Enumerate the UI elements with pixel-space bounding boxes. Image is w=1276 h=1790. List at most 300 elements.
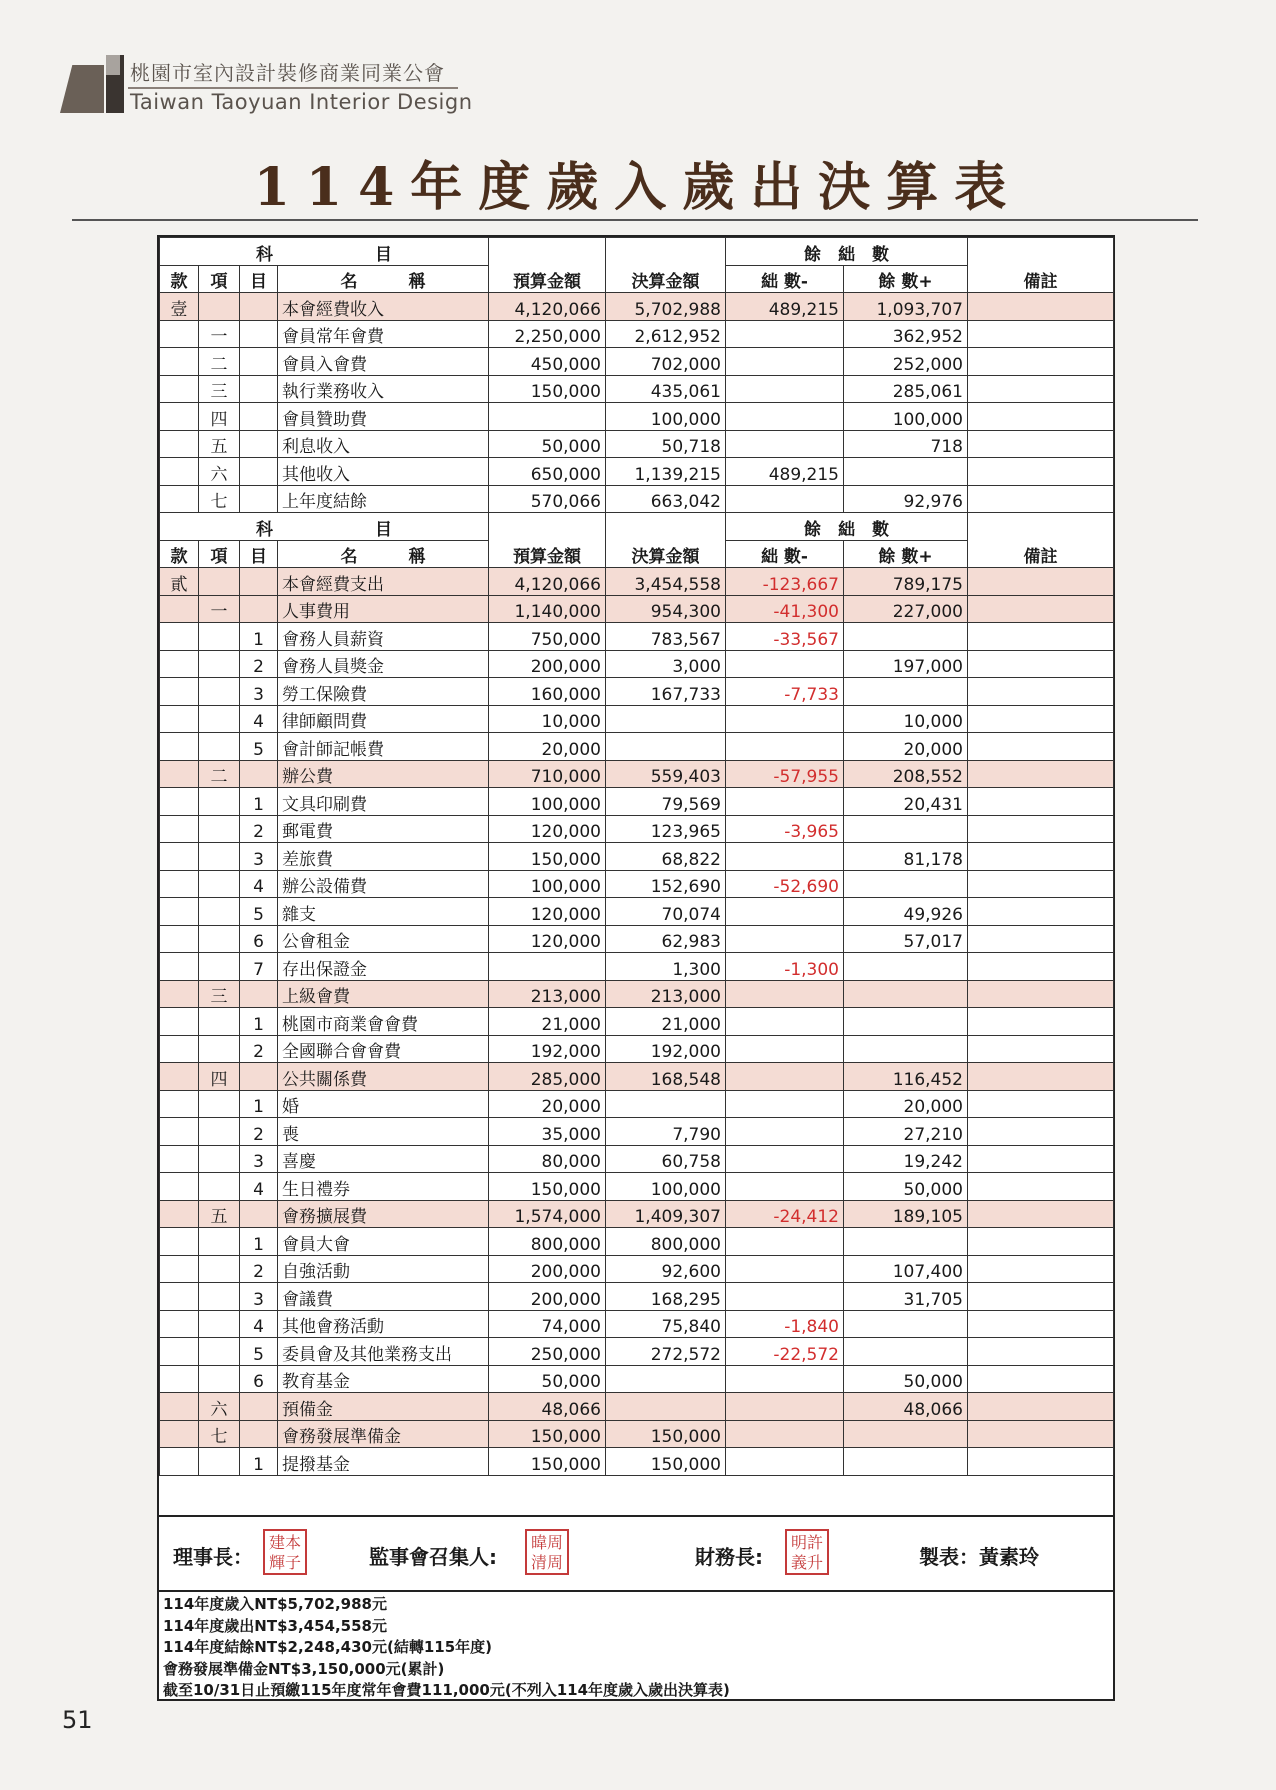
kuan-cell [160,815,199,843]
kuan-cell: 壹 [160,293,199,321]
final-cell: 60,758 [606,1145,726,1173]
budget-cell: 150,000 [489,1448,606,1476]
deficit-cell: -3,965 [726,815,844,843]
deficit-cell [726,1365,844,1393]
mu-cell [240,1200,278,1228]
kuan-cell [160,1283,199,1311]
deficit-cell [726,980,844,1008]
mu-cell: 4 [240,1310,278,1338]
remark-cell [968,458,1114,486]
name-cell: 會務發展準備金 [278,1420,489,1448]
table-row [160,1228,1114,1256]
deficit-cell [726,925,844,953]
kuan-cell [160,623,199,651]
surplus-cell: 20,431 [844,788,968,816]
surplus-cell [844,1420,968,1448]
table-row [160,953,1114,981]
kuan-cell [160,1008,199,1036]
org-divider [128,87,458,89]
xiang-cell [199,1228,240,1256]
kuan-cell [160,733,199,761]
xiang-cell: 三 [199,980,240,1008]
xiang-cell [199,293,240,321]
budget-cell: 4,120,066 [489,568,606,596]
remark-cell [968,980,1114,1008]
surplus-cell [844,1228,968,1256]
surplus-cell: 1,093,707 [844,293,968,321]
table-row [160,898,1114,926]
surplus-cell: 227,000 [844,595,968,623]
kuan-cell [160,1090,199,1118]
budget-cell: 570,066 [489,485,606,513]
mu-cell [240,485,278,513]
table-row [160,1255,1114,1283]
remark-cell [968,485,1114,513]
mu-cell: 1 [240,1090,278,1118]
surplus-cell: 31,705 [844,1283,968,1311]
kuan-cell [160,1365,199,1393]
surplus-cell [844,870,968,898]
surplus-header: 餘 數+ [844,540,968,568]
table-row [160,733,1114,761]
xiang-cell [199,1365,240,1393]
org-name-zh: 桃園市室內設計裝修商業同業公會 [130,61,445,85]
remark-cell [968,760,1114,788]
deficit-cell [726,898,844,926]
xiang-cell [199,623,240,651]
table-row [160,705,1114,733]
budget-cell: 150,000 [489,375,606,403]
mu-cell [240,760,278,788]
xiang-cell: 四 [199,1063,240,1091]
kuan-cell [160,1448,199,1476]
final-cell: 75,840 [606,1310,726,1338]
deficit-cell [726,1145,844,1173]
kuan-cell [160,1063,199,1091]
kuan-cell [160,650,199,678]
table-row [160,1310,1114,1338]
table-row [160,788,1114,816]
mu-cell: 4 [240,870,278,898]
summary-notes [163,1594,730,1702]
table-row [160,568,1114,596]
xiang-cell [199,925,240,953]
final-cell: 100,000 [606,403,726,431]
deficit-cell [726,1255,844,1283]
name-cell: 會務擴展費 [278,1200,489,1228]
name-cell: 生日禮券 [278,1173,489,1201]
mu-cell: 2 [240,650,278,678]
table-row [160,760,1114,788]
deficit-cell: -7,733 [726,678,844,706]
final-cell: 1,139,215 [606,458,726,486]
budget-cell: 750,000 [489,623,606,651]
kuan-header: 款 [160,540,199,568]
mu-header: 目 [240,265,278,293]
budget-cell: 160,000 [489,678,606,706]
mu-cell: 2 [240,815,278,843]
name-cell: 辦公設備費 [278,870,489,898]
deficit-cell: -22,572 [726,1338,844,1366]
name-cell: 喜慶 [278,1145,489,1173]
mu-cell [240,293,278,321]
final-cell: 1,409,307 [606,1200,726,1228]
remark-cell [968,1173,1114,1201]
final-cell: 68,822 [606,843,726,871]
name-cell: 會員入會費 [278,348,489,376]
subject-header: 科 目 [160,513,489,541]
name-cell: 本會經費支出 [278,568,489,596]
surplus-cell: 10,000 [844,705,968,733]
association-logo [60,55,122,113]
table-row [160,843,1114,871]
surplus-cell: 27,210 [844,1118,968,1146]
xiang-cell [199,1118,240,1146]
surplus-cell: 252,000 [844,348,968,376]
budget-cell: 80,000 [489,1145,606,1173]
mu-cell [240,348,278,376]
note-line: 會務發展準備金NT$3,150,000元(累計) [163,1659,445,1678]
budget-cell: 100,000 [489,870,606,898]
kuan-cell [160,1393,199,1421]
table-row [160,1035,1114,1063]
surplus-cell [844,458,968,486]
remark-cell [968,898,1114,926]
kuan-cell [160,595,199,623]
table-row [160,1448,1114,1476]
mu-cell [240,1420,278,1448]
table-row [160,925,1114,953]
budget-cell: 250,000 [489,1338,606,1366]
budget-cell: 450,000 [489,348,606,376]
title-divider [72,219,1198,221]
budget-cell: 150,000 [489,843,606,871]
final-cell [606,1365,726,1393]
remark-cell [968,1448,1114,1476]
remark-cell [968,1145,1114,1173]
table-row [160,623,1114,651]
mu-cell: 2 [240,1255,278,1283]
deficit-cell [726,1008,844,1036]
surplus-cell: 208,552 [844,760,968,788]
kuan-cell [160,1310,199,1338]
deficit-cell [726,320,844,348]
kuan-header: 款 [160,265,199,293]
mu-cell [240,568,278,596]
final-cell [606,705,726,733]
final-cell: 192,000 [606,1035,726,1063]
surplus-cell: 100,000 [844,403,968,431]
xiang-cell [199,733,240,761]
remark-cell [968,1255,1114,1283]
remark-cell [968,375,1114,403]
budget-header: 預算金額 [489,238,606,293]
kuan-cell [160,1338,199,1366]
deficit-cell [726,375,844,403]
name-cell: 雜支 [278,898,489,926]
surplus-cell [844,815,968,843]
mu-cell: 3 [240,843,278,871]
chairman-seal: 建本輝子 [263,1529,307,1575]
table-row [160,1173,1114,1201]
mu-cell: 1 [240,623,278,651]
xiang-cell: 一 [199,320,240,348]
final-cell: 79,569 [606,788,726,816]
budget-cell: 74,000 [489,1310,606,1338]
table-row [160,1338,1114,1366]
budget-cell: 800,000 [489,1228,606,1256]
table-row [160,1145,1114,1173]
kuan-cell [160,898,199,926]
budget-cell: 4,120,066 [489,293,606,321]
budget-cell: 20,000 [489,1090,606,1118]
xiang-cell: 六 [199,1393,240,1421]
kuan-cell [160,1420,199,1448]
note-line: 114年度歲入NT$5,702,988元 [163,1595,387,1613]
name-cell: 差旅費 [278,843,489,871]
table-row [160,1063,1114,1091]
budget-cell: 1,140,000 [489,595,606,623]
remark-header: 備註 [968,238,1114,293]
kuan-cell [160,375,199,403]
final-cell: 123,965 [606,815,726,843]
mu-cell [240,980,278,1008]
xiang-cell [199,953,240,981]
page-number: 51 [62,1706,93,1734]
note-line: 114年度歲出NT$3,454,558元 [163,1616,387,1635]
remark-cell [968,1035,1114,1063]
surplus-cell: 49,926 [844,898,968,926]
kuan-cell [160,430,199,458]
final-cell: 2,612,952 [606,320,726,348]
budget-cell: 650,000 [489,458,606,486]
budget-cell: 10,000 [489,705,606,733]
deficit-cell [726,1448,844,1476]
name-cell: 上級會費 [278,980,489,1008]
deficit-cell [726,1173,844,1201]
remark-header: 備註 [968,513,1114,568]
deficit-cell [726,1118,844,1146]
surplus-cell: 116,452 [844,1063,968,1091]
final-header: 決算金額 [606,238,726,293]
kuan-cell [160,1035,199,1063]
final-cell: 800,000 [606,1228,726,1256]
remark-cell [968,1420,1114,1448]
name-cell: 會員贊助費 [278,403,489,431]
table-row [160,348,1114,376]
name-cell: 會員大會 [278,1228,489,1256]
kuan-cell [160,458,199,486]
budget-cell: 20,000 [489,733,606,761]
table-row [160,1393,1114,1421]
table-row [160,870,1114,898]
deficit-cell [726,788,844,816]
deficit-cell [726,1283,844,1311]
budget-cell: 100,000 [489,788,606,816]
surplus-header: 餘 數+ [844,265,968,293]
xiang-cell [199,1283,240,1311]
name-cell: 喪 [278,1118,489,1146]
surplus-cell: 81,178 [844,843,968,871]
name-cell: 婚 [278,1090,489,1118]
surplus-cell: 107,400 [844,1255,968,1283]
name-header: 名 稱 [278,540,489,568]
name-cell: 郵電費 [278,815,489,843]
budget-cell: 2,250,000 [489,320,606,348]
kuan-cell [160,760,199,788]
remark-cell [968,870,1114,898]
mu-header: 目 [240,540,278,568]
final-cell: 167,733 [606,678,726,706]
final-cell: 92,600 [606,1255,726,1283]
surplus-cell [844,980,968,1008]
mu-cell: 3 [240,1283,278,1311]
mu-cell: 1 [240,1008,278,1036]
xiang-cell [199,650,240,678]
name-cell: 執行業務收入 [278,375,489,403]
final-cell: 559,403 [606,760,726,788]
xiang-cell: 二 [199,348,240,376]
final-cell: 663,042 [606,485,726,513]
xiang-cell [199,898,240,926]
mu-cell: 2 [240,1035,278,1063]
table-row [160,1090,1114,1118]
remark-cell [968,1228,1114,1256]
deficit-cell [726,403,844,431]
deficit-cell: -57,955 [726,760,844,788]
table-row [160,485,1114,513]
xiang-cell: 四 [199,403,240,431]
budget-cell: 50,000 [489,1365,606,1393]
surplus-cell: 19,242 [844,1145,968,1173]
name-cell: 會務人員薪資 [278,623,489,651]
table-row [160,320,1114,348]
final-header: 決算金額 [606,513,726,568]
surplus-cell: 285,061 [844,375,968,403]
xiang-cell [199,788,240,816]
xiang-header: 項 [199,540,240,568]
mu-cell [240,375,278,403]
deficit-cell [726,1420,844,1448]
kuan-cell [160,925,199,953]
budget-cell: 48,066 [489,1393,606,1421]
xiang-cell [199,705,240,733]
xiang-cell [199,1035,240,1063]
remark-cell [968,595,1114,623]
final-cell: 5,702,988 [606,293,726,321]
surplus-cell [844,1008,968,1036]
remark-cell [968,1090,1114,1118]
remark-cell [968,705,1114,733]
xiang-cell [199,1448,240,1476]
budget-sheet [157,235,1115,1701]
mu-cell: 2 [240,1118,278,1146]
xiang-cell [199,1008,240,1036]
xiang-cell [199,1090,240,1118]
deficit-cell [726,1228,844,1256]
xiang-cell: 五 [199,430,240,458]
xiang-cell [199,678,240,706]
remark-cell [968,623,1114,651]
deficit-header: 絀 數- [726,265,844,293]
balance-header: 餘 絀 數 [726,238,968,266]
budget-header: 預算金額 [489,513,606,568]
preparer-label: 製表：黃素玲 [919,1545,1039,1569]
name-cell: 提撥基金 [278,1448,489,1476]
budget-cell: 710,000 [489,760,606,788]
chairman-label: 理事長： [173,1545,253,1569]
name-cell: 會計師記帳費 [278,733,489,761]
kuan-cell [160,870,199,898]
remark-cell [968,733,1114,761]
budget-cell: 150,000 [489,1420,606,1448]
table-row [160,293,1114,321]
kuan-cell [160,348,199,376]
supervisor-seal: 暐周清周 [525,1529,569,1575]
xiang-cell [199,1173,240,1201]
kuan-cell [160,843,199,871]
final-cell: 100,000 [606,1173,726,1201]
kuan-cell [160,485,199,513]
surplus-cell [844,623,968,651]
org-name-en: Taiwan Taoyuan Interior Design [130,90,473,114]
name-cell: 其他會務活動 [278,1310,489,1338]
mu-cell [240,1063,278,1091]
final-cell: 213,000 [606,980,726,1008]
budget-cell: 213,000 [489,980,606,1008]
mu-cell [240,458,278,486]
xiang-cell: 六 [199,458,240,486]
budget-cell: 192,000 [489,1035,606,1063]
budget-cell: 120,000 [489,925,606,953]
deficit-cell [726,430,844,458]
deficit-cell: -52,690 [726,870,844,898]
table-row [160,678,1114,706]
mu-cell: 7 [240,953,278,981]
remark-cell [968,1393,1114,1421]
deficit-cell [726,650,844,678]
final-cell: 435,061 [606,375,726,403]
remark-cell [968,843,1114,871]
table-row [160,1365,1114,1393]
final-cell: 150,000 [606,1448,726,1476]
final-cell [606,733,726,761]
table-row [160,1118,1114,1146]
table-row [160,458,1114,486]
mu-cell [240,430,278,458]
table-row [160,650,1114,678]
remark-cell [968,953,1114,981]
final-cell: 702,000 [606,348,726,376]
xiang-cell: 五 [199,1200,240,1228]
final-cell: 272,572 [606,1338,726,1366]
xiang-cell [199,1255,240,1283]
xiang-cell [199,1310,240,1338]
surplus-cell: 48,066 [844,1393,968,1421]
name-header: 名 稱 [278,265,489,293]
deficit-cell: -24,412 [726,1200,844,1228]
kuan-cell [160,1200,199,1228]
remark-cell [968,293,1114,321]
table-row [160,1200,1114,1228]
remark-cell [968,1283,1114,1311]
mu-cell: 3 [240,678,278,706]
deficit-cell: -1,300 [726,953,844,981]
kuan-cell [160,1118,199,1146]
surplus-cell: 362,952 [844,320,968,348]
kuan-cell [160,1145,199,1173]
mu-cell: 1 [240,1228,278,1256]
